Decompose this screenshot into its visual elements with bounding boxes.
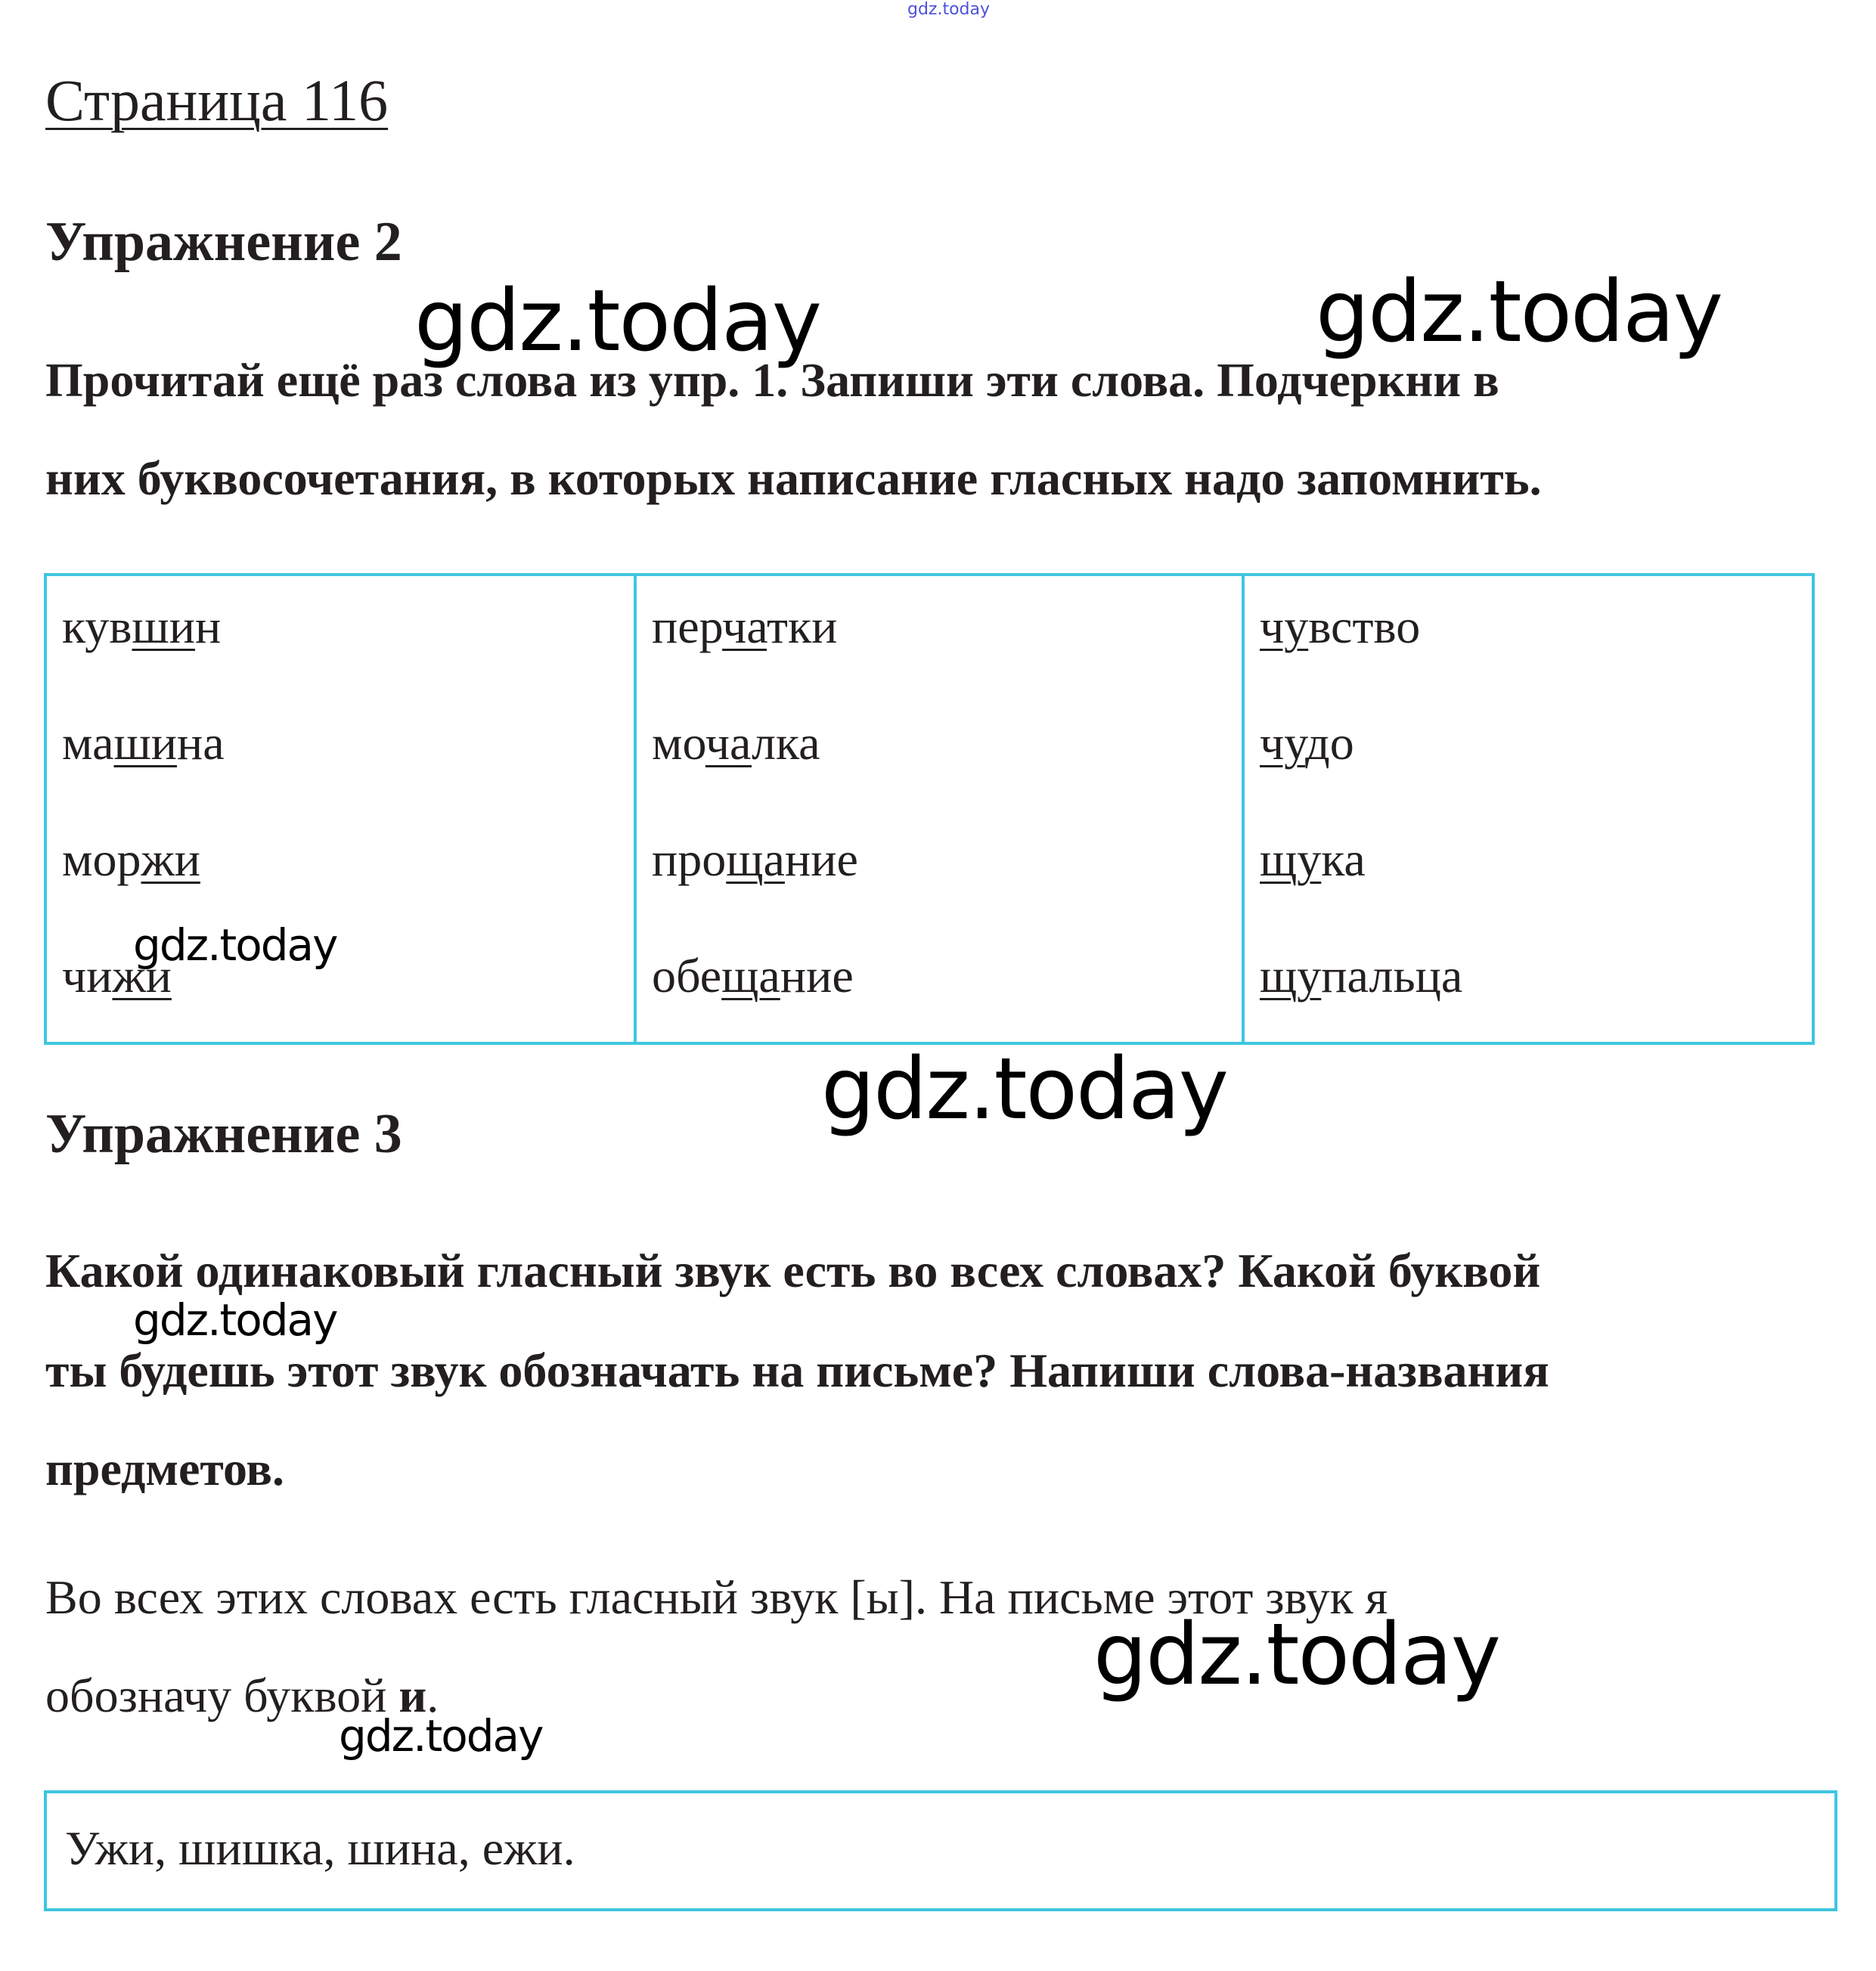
- underlined-letter-combination: ча: [705, 716, 752, 770]
- watermark: gdz.today: [1316, 263, 1723, 361]
- underlined-letter-combination: чу: [1260, 600, 1309, 653]
- exercise-2-task-line: Прочитай ещё раз слова из упр. 1. Запиши эти слова. Подчеркни в: [45, 353, 1499, 407]
- watermark: gdz.today: [133, 919, 337, 971]
- table-word: [1260, 832, 1366, 888]
- table-word: [62, 948, 172, 1004]
- table-word: [62, 715, 225, 771]
- word-part: вство: [1308, 600, 1421, 653]
- word-part: до: [1305, 716, 1354, 770]
- underlined-letter-combination: жи: [141, 832, 200, 886]
- underlined-letter-combination: чу: [1260, 716, 1306, 770]
- watermark: gdz.today: [821, 1040, 1228, 1139]
- underlined-letter-combination: щу: [1260, 949, 1322, 1003]
- answer-letter: и: [398, 1669, 427, 1722]
- answer-period: .: [426, 1669, 439, 1722]
- exercise-3-task-line: предметов.: [45, 1442, 284, 1495]
- word-part: про: [652, 832, 727, 886]
- underlined-letter-combination: ши: [132, 600, 195, 653]
- table-word: [652, 832, 858, 888]
- top-watermark: gdz.today: [907, 0, 991, 19]
- column-divider: [1242, 576, 1245, 1042]
- word-table: [44, 573, 1815, 1045]
- watermark: gdz.today: [1093, 1606, 1500, 1704]
- page-title: Страница 116: [45, 67, 389, 133]
- underlined-letter-combination: ча: [722, 600, 767, 653]
- word-part: ма: [62, 716, 114, 770]
- underlined-letter-combination: жи: [112, 949, 172, 1003]
- underlined-letter-combination: ща: [726, 832, 785, 886]
- watermark: gdz.today: [339, 1710, 543, 1762]
- underlined-letter-combination: ща: [721, 949, 780, 1003]
- answer-box-text: Ужи, шишка, шина, ежи.: [65, 1821, 575, 1875]
- answer-box: [44, 1790, 1837, 1911]
- watermark: gdz.today: [133, 1294, 337, 1346]
- answer-text: обозначу буквой: [45, 1669, 399, 1722]
- underlined-letter-combination: щу: [1260, 832, 1322, 886]
- table-word: [652, 715, 820, 771]
- table-word: [1260, 948, 1462, 1004]
- underlined-letter-combination: ши: [113, 716, 177, 770]
- column-divider: [634, 576, 637, 1042]
- table-word: [1260, 715, 1354, 771]
- word-part: чи: [62, 949, 113, 1003]
- word-part: ние: [780, 949, 854, 1003]
- table-word: [62, 832, 200, 888]
- exercise-2-task-line: них буквосочетания, в которых написание гласных надо запомнить.: [45, 451, 1542, 505]
- word-part: тки: [767, 600, 838, 653]
- word-part: обе: [652, 949, 722, 1003]
- word-part: мо: [652, 716, 705, 770]
- exercise-3-heading: Упражнение 3: [45, 1103, 402, 1165]
- word-part: пер: [652, 600, 723, 653]
- word-part: лка: [752, 716, 820, 770]
- exercise-2-heading: Упражнение 2: [45, 211, 402, 273]
- word-part: пальца: [1321, 949, 1463, 1003]
- table-word: [652, 948, 854, 1004]
- exercise-3-answer-line: Во всех этих словах есть гласный звук [ы]. На письме этот звук я: [45, 1570, 1388, 1624]
- exercise-3-task-line: ты будешь этот звук обозначать на письме? Напиши слова-названия: [45, 1343, 1549, 1397]
- word-part: мор: [62, 832, 141, 886]
- watermark: gdz.today: [414, 272, 821, 370]
- word-part: ка: [1321, 832, 1366, 886]
- table-word: [1260, 599, 1420, 655]
- word-part: кув: [62, 600, 132, 653]
- word-part: н: [194, 600, 222, 653]
- exercise-3-answer-line: [45, 1668, 439, 1724]
- table-word: [62, 599, 221, 655]
- table-word: [652, 599, 837, 655]
- word-part: ние: [784, 832, 858, 886]
- exercise-3-task-line: Какой одинаковый гласный звук есть во всех словах? Какой буквой: [45, 1244, 1541, 1297]
- word-part: на: [177, 716, 225, 770]
